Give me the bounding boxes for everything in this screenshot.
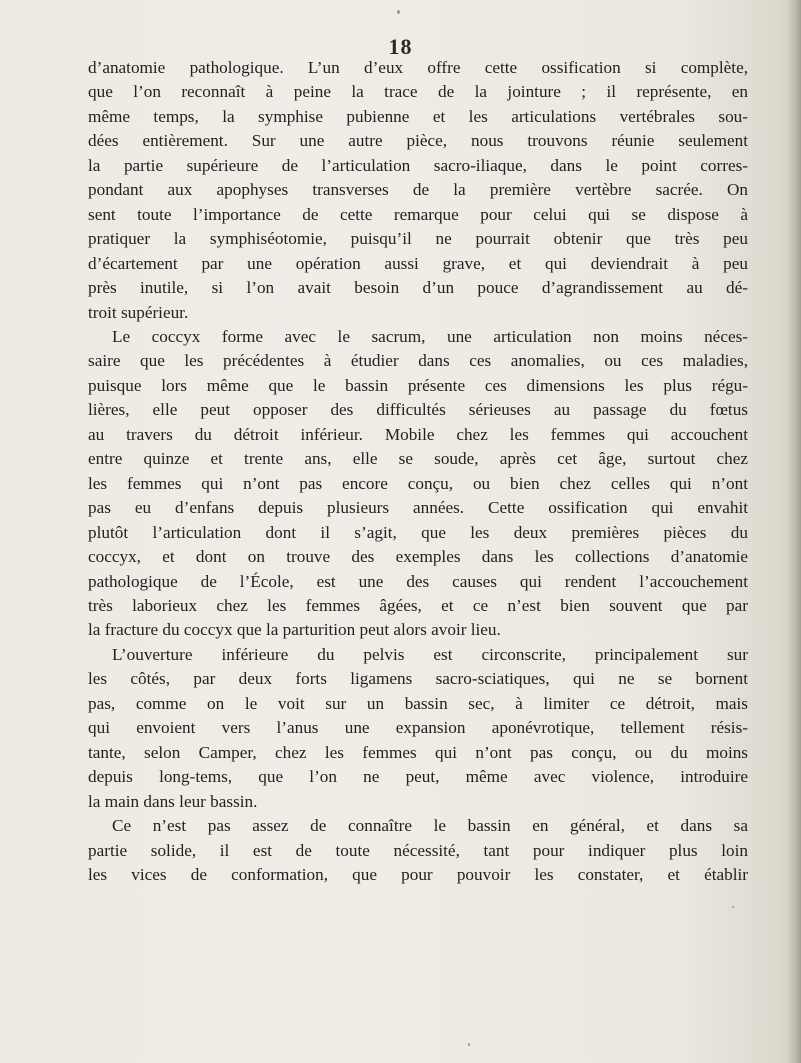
text-line: pathologique de l’École, est une des causes qui rendent l’accouchement: [88, 571, 748, 591]
text-line: troit supérieur.: [88, 302, 189, 322]
text-line: saire que les précédentes à étudier dans ces anomalies, ou ces maladies,: [88, 351, 748, 371]
text-line: plutôt l’articulation dont il s’agit, que les deux premières pièces du: [88, 522, 748, 542]
text-line: la fracture du coccyx que la parturition peut alors avoir lieu.: [88, 620, 501, 640]
page-edge-shadow: [787, 0, 801, 1063]
text-line: très laborieux chez les femmes âgées, et ce n’est bien souvent que par: [88, 595, 748, 615]
text-line: partie solide, il est de toute nécessité, tant pour indiquer plus loin: [88, 840, 748, 860]
text-line: lières, elle peut opposer des difficultés sérieuses au passage du fœtus: [88, 400, 748, 420]
text-line: tante, selon Camper, chez les femmes qui n’ont pas conçu, ou du moins: [88, 742, 748, 762]
text-line: dées entièrement. Sur une autre pièce, nous trouvons réunie seulement: [88, 131, 748, 151]
paper-speck: [397, 10, 400, 14]
paper-speck: [732, 906, 734, 908]
text-line: Le coccyx forme avec le sacrum, une articulation non moins néces-: [112, 326, 748, 346]
text-line: que l’on reconnaît à peine la trace de la jointure ; il représente, en: [88, 82, 748, 102]
text-line: Ce n’est pas assez de connaître le bassin en général, et dans sa: [112, 816, 748, 836]
text-line: d’écartement par une opération aussi grave, et qui deviendrait à peu: [88, 253, 748, 273]
text-line: coccyx, et dont on trouve des exemples dans les collections d’anatomie: [88, 547, 748, 567]
text-line: L’ouverture inférieure du pelvis est circonscrite, principalement sur: [112, 644, 748, 664]
text-line: entre quinze et trente ans, elle se soude, après cet âge, surtout chez: [88, 449, 748, 469]
text-line: au travers du détroit inférieur. Mobile chez les femmes qui accouchent: [88, 424, 748, 444]
text-line: puisque lors même que le bassin présente ces dimensions les plus régu-: [88, 375, 748, 395]
text-line: même temps, la symphise pubienne et les articulations vertébrales sou-: [88, 106, 748, 126]
text-line: la main dans leur bassin.: [88, 791, 258, 811]
text-line: près inutile, si l’on avait besoin d’un pouce d’agrandissement au dé-: [88, 278, 748, 298]
text-line: pas, comme on le voit sur un bassin sec, à limiter ce détroit, mais: [88, 693, 748, 713]
page-body-text: [88, 56, 748, 887]
text-line: les femmes qui n’ont pas encore conçu, ou bien chez celles qui n’ont: [88, 473, 748, 493]
text-line: depuis long-tems, que l’on ne peut, même avec violence, introduire: [88, 767, 748, 787]
text-line: les vices de conformation, que pour pouvoir les constater, et établir: [88, 864, 748, 884]
text-line: pratiquer la symphiséotomie, puisqu’il ne pourrait obtenir que très peu: [88, 229, 748, 249]
text-line: pas eu d’enfans depuis plusieurs années. Cette ossification qui envahit: [88, 498, 748, 518]
text-line: pondant aux apophyses transverses de la première vertèbre sacrée. On: [88, 180, 748, 200]
page-number: 18: [388, 34, 413, 59]
text-line: qui envoient vers l’anus une expansion aponévrotique, tellement résis-: [88, 718, 748, 738]
paper-speck: [468, 1043, 470, 1046]
text-line: les côtés, par deux forts ligamens sacro-sciatiques, qui ne se bornent: [88, 669, 748, 689]
text-line: la partie supérieure de l’articulation sacro-iliaque, dans le point corres-: [88, 155, 748, 175]
text-line: sent toute l’importance de cette remarque pour celui qui se dispose à: [88, 204, 748, 224]
text-line: d’anatomie pathologique. L’un d’eux offre cette ossification si complète,: [88, 58, 748, 77]
